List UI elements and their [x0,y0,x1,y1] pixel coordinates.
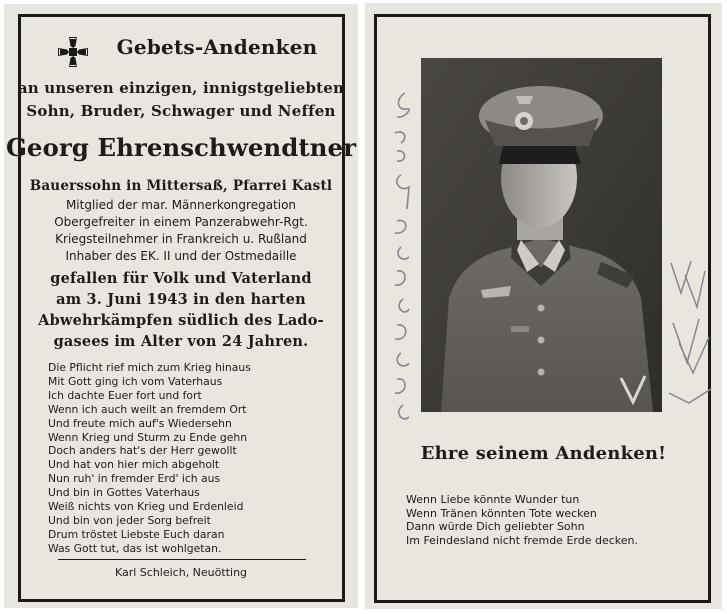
printer-credit: Karl Schleich, Neuötting [114,566,248,579]
verse-line: Wenn Liebe könnte Wunder tun [406,493,580,506]
memorial-heading: Ehre seinem Andenken! [420,443,667,464]
poem-line: Die Pflicht rief mich zum Krieg hinaus [48,361,251,374]
poem-line: Doch anders hat's der Herr gewollt [48,444,237,458]
poem-line: Drum tröstet Liebste Euch daran [48,527,225,541]
bio-line: Mitglied der mar. Männerkongregation [65,198,297,212]
memorial-verse [406,493,638,547]
poem-line: Ich dachte Euer fort und fort [48,388,202,402]
pencil-markings [665,253,715,423]
handwritten-signature [387,89,417,429]
deceased-name: Georg Ehrenschwendtner [6,133,356,162]
memorial-card-right [365,3,722,609]
death-line: Abwehrkämpfen südlich des Lado- [38,312,324,329]
poem-line: Und bin in Gottes Vaterhaus [48,486,200,500]
soldier-portrait-photo [421,58,662,412]
death-line: gefallen für Volk und Vaterland [50,270,312,287]
poem-line: Und bin von jeder Sorg befreit [48,513,211,527]
death-line: gasees im Alter von 24 Jahren. [53,333,309,350]
intro-line: Sohn, Bruder, Schwager und Neffen [26,102,336,120]
intro-line: an unseren einzigen, innigstgeliebten [17,79,345,97]
poem-line: Wenn Krieg und Sturm zu Ende gehn [48,430,248,444]
bio-line: Bauerssohn in Mittersaß, Pfarrei Kastl [29,178,333,194]
bio-line: Obergefreiter in einem Panzerabwehr-Rgt. [54,215,308,229]
bio-line: Kriegsteilnehmer in Frankreich u. Rußland [55,232,307,246]
poem-line: Was Gott tut, das ist wohlgetan. [48,541,222,555]
verse-line: Dann würde Dich geliebter Sohn [406,520,585,534]
poem-line: Mit Gott ging ich vom Vaterhaus [48,374,223,388]
death-line: am 3. Juni 1943 in den harten [56,291,306,308]
poem-line: Und freute mich auf's Wiedersehn [48,416,232,430]
poem-line: Nun ruh' in fremder Erd' ich aus [48,472,221,486]
header-title: Gebets-Andenken [116,35,318,59]
poem-line: Und hat von hier mich abgeholt [48,458,220,472]
poem [48,361,251,556]
poem-line: Weiß nichts von Krieg und Erdenleid [48,500,244,514]
divider [58,559,306,560]
verse-line: Wenn Tränen könnten Tote wecken [406,506,597,520]
memorial-card-left [4,4,358,608]
poem-line: Wenn ich auch weilt an fremdem Ort [48,402,247,416]
bio-line: Inhaber des EK. II und der Ostmedaille [65,249,297,263]
verse-line: Im Feindesland nicht fremde Erde decken. [406,533,638,547]
